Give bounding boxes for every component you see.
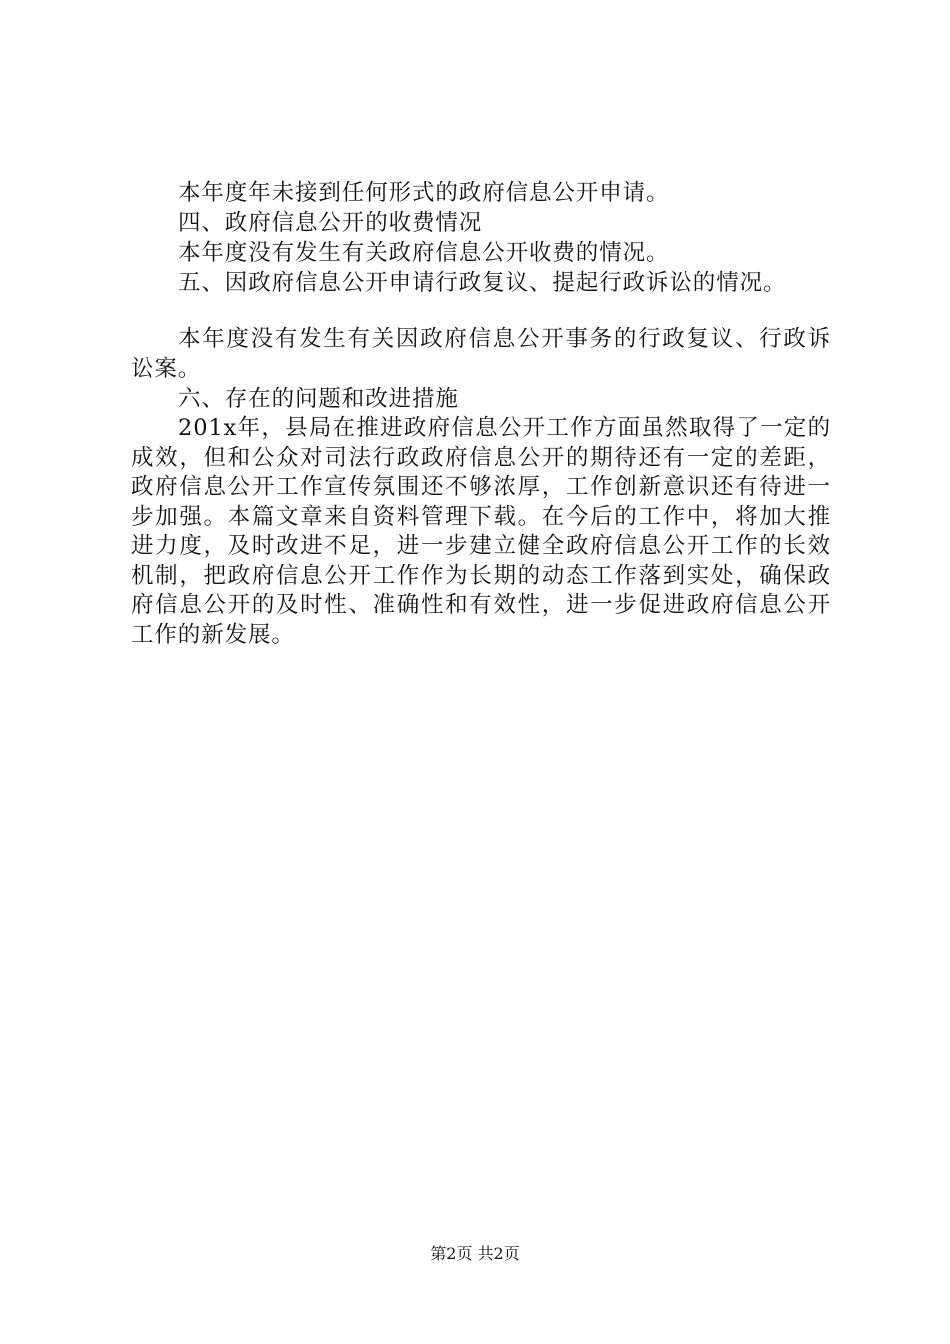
section-heading-review-lawsuit: 五、因政府信息公开申请行政复议、提起行政诉讼的情况。 xyxy=(178,270,787,296)
text-line-no-requests: 本年度年未接到任何形式的政府信息公开申请。 xyxy=(178,180,670,206)
page-footer: 第2页 共2页 xyxy=(430,1244,520,1263)
paragraph-problems-measures: 201x年，县局在推进政府信息公开工作方面虽然取得了一定的成效，但和公众对司法行政政府信息公开的期待还有一定的差距，政府信息公开工作宣传氛围还不够浓厚，工作创新意识还有待进一步加强。本篇文章来自资料管理下载。在今后的工作中，将加大推进力度，及时改进不足，进一步建立健全政府信息公开工作的长效机制，把政府信息公开工作作为长期的动态工作落到实处，确保政府信息公开的及时性、准确性和有效性，进一步促进政府信息公开工作的新发展。 xyxy=(131,415,831,648)
section-heading-problems: 六、存在的问题和改进措施 xyxy=(178,386,459,412)
paragraph-no-lawsuit: 本年度没有发生有关因政府信息公开事务的行政复议、行政诉讼案。 xyxy=(131,326,831,382)
section-heading-fees: 四、政府信息公开的收费情况 xyxy=(178,210,483,236)
paragraph-gap xyxy=(131,298,831,325)
document-body xyxy=(131,178,831,650)
text-line-no-fees: 本年度没有发生有关政府信息公开收费的情况。 xyxy=(178,240,670,266)
